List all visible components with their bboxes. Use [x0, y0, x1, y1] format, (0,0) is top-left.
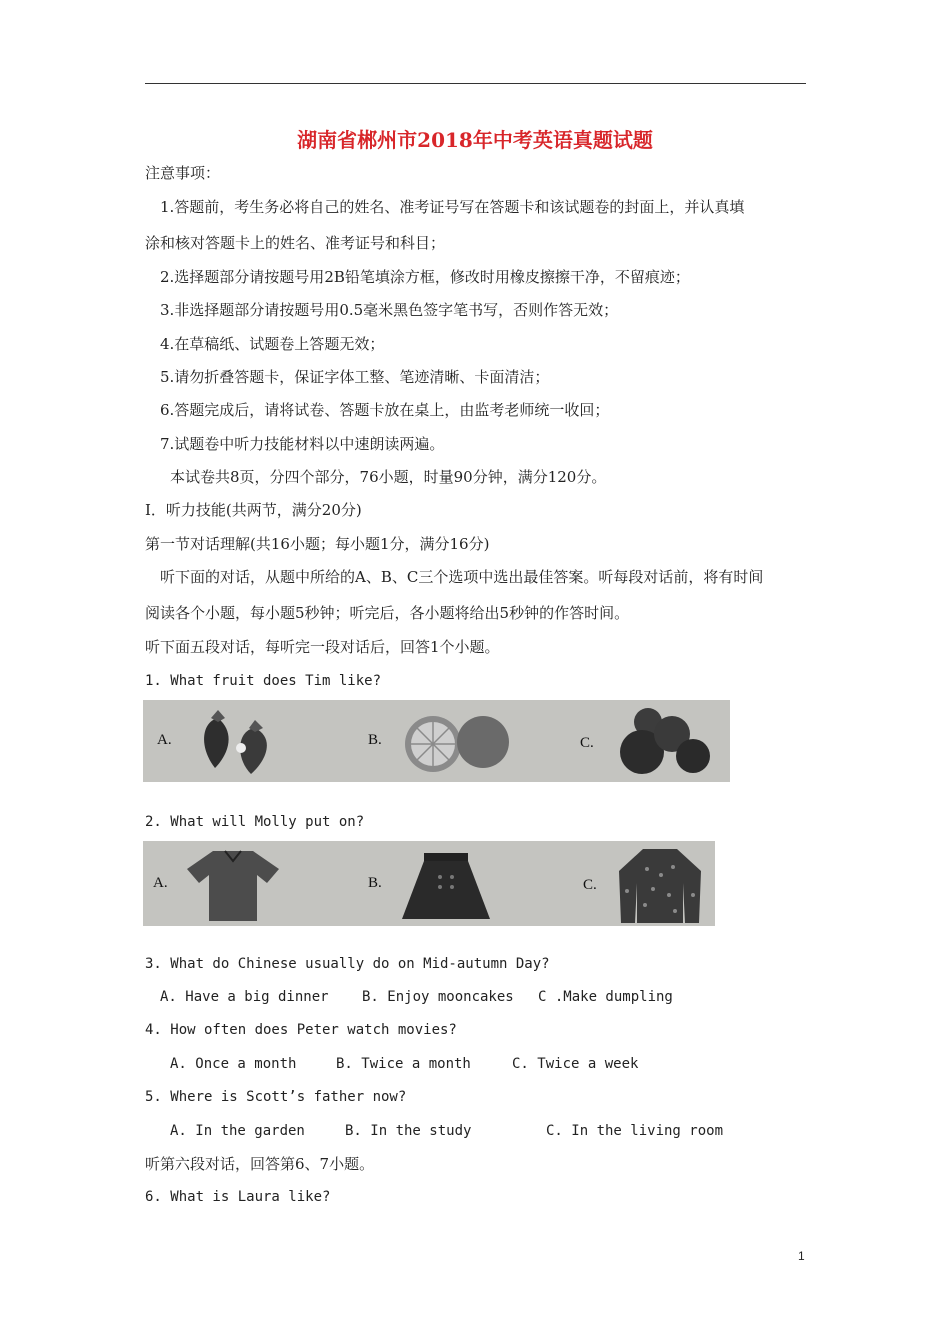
- notice-item: 7.试题卷中听力技能材料以中速朗读两遍。: [160, 435, 445, 453]
- option-a-label: A.: [157, 732, 172, 748]
- notice-item: 5.请勿折叠答题卡，保证字体工整、笔迹清晰、卡面清洁；: [160, 368, 550, 386]
- notice-item: 2.选择题部分请按题号用2B铅笔填涂方框，修改时用橡皮擦擦干净，不留痕迹；: [160, 268, 690, 286]
- option-c: C .Make dumpling: [538, 989, 673, 1005]
- question-1: 1. What fruit does Tim like?: [145, 673, 382, 689]
- option-b: B. In the study: [345, 1123, 472, 1139]
- option-b: B. Enjoy mooncakes: [362, 989, 514, 1005]
- apples-icon: [608, 702, 723, 780]
- section-heading: I．听力技能(共两节，满分20分): [145, 501, 362, 519]
- notice-heading: 注意事项：: [145, 164, 221, 182]
- exam-info: 本试卷共8页，分四个部分，76小题，时量90分钟，满分120分。: [170, 468, 607, 486]
- question-3: 3. What do Chinese usually do on Mid-autumn Day?: [145, 956, 550, 972]
- page-title: 湖南省郴州市2018年中考英语真题试题: [297, 128, 653, 152]
- instruction-line: 阅读各个小题，每小题5秒钟；听完后，各小题将给出5秒钟的作答时间。: [145, 604, 630, 622]
- fruit-image-strip: [143, 700, 730, 782]
- instruction-line: 听下面的对话，从题中所给的A、B、C三个选项中选出最佳答案。听每段对话前，将有时间: [160, 568, 764, 586]
- notice-item: 1.答题前，考生务必将自己的姓名、准考证号写在答题卡和该试题卷的封面上，并认真填: [160, 198, 745, 216]
- option-a-label: A.: [153, 875, 168, 891]
- notice-item: 6.答题完成后，请将试卷、答题卡放在桌上，由监考老师统一收回；: [160, 401, 610, 419]
- strawberries-icon: [193, 708, 283, 776]
- option-c-label: C.: [580, 735, 594, 751]
- skirt-icon: [398, 851, 494, 921]
- header-rule: [145, 83, 806, 84]
- clothes-image-strip: [143, 841, 715, 926]
- option-c: C. In the living room: [546, 1123, 724, 1139]
- notice-item: 4.在草稿纸、试题卷上答题无效；: [160, 335, 385, 353]
- option-a: A. Once a month: [170, 1056, 297, 1072]
- shirt-icon: [183, 847, 283, 923]
- part-heading: 第一节对话理解(共16小题；每小题1分，满分16分): [145, 535, 490, 553]
- option-a: A. Have a big dinner: [160, 989, 329, 1005]
- question-4: 4. How often does Peter watch movies?: [145, 1022, 457, 1038]
- notice-item: 3.非选择题部分请按题号用0.5毫米黑色签字笔书写，否则作答无效；: [160, 301, 619, 319]
- option-c-label: C.: [583, 877, 597, 893]
- page-number: 1: [798, 1249, 805, 1263]
- question-6: 6. What is Laura like?: [145, 1189, 331, 1205]
- dialog-instruction: 听下面五段对话，每听完一段对话后，回答1个小题。: [145, 638, 500, 656]
- question-5: 5. Where is Scott’s father now?: [145, 1089, 407, 1105]
- option-a: A. In the garden: [170, 1123, 305, 1139]
- oranges-icon: [401, 704, 511, 778]
- option-b-label: B.: [368, 875, 382, 891]
- option-b-label: B.: [368, 732, 382, 748]
- question-2: 2. What will Molly put on?: [145, 814, 365, 830]
- option-b: B. Twice a month: [336, 1056, 471, 1072]
- notice-item: 涂和核对答题卡上的姓名、准考证号和科目；: [145, 234, 446, 252]
- sweater-icon: [613, 843, 707, 925]
- option-c: C. Twice a week: [512, 1056, 639, 1072]
- dialog-instruction: 听第六段对话，回答第6、7小题。: [145, 1155, 375, 1173]
